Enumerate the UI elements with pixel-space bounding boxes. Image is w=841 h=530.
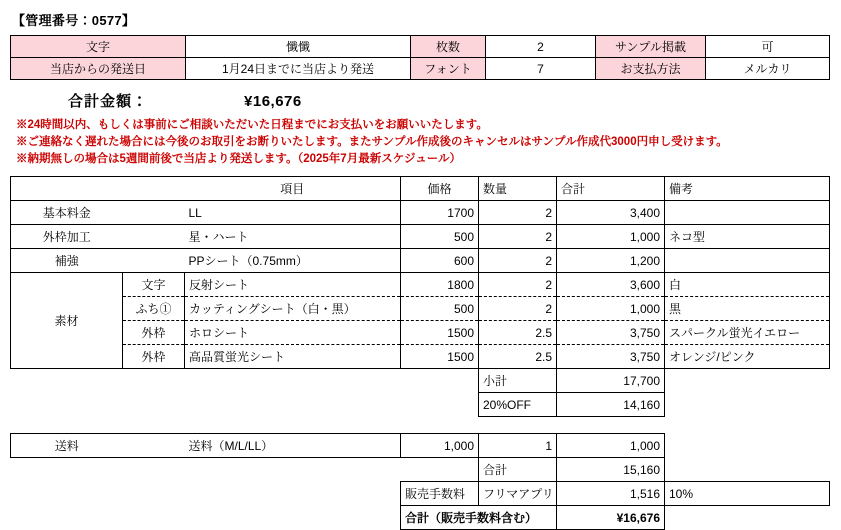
shipping-qty: 1 <box>479 434 557 458</box>
item-sum: 1,000 <box>557 225 665 249</box>
fee-value: 1,516 <box>557 482 665 506</box>
total-amount-value: ¥16,676 <box>244 93 302 110</box>
total-amount-row <box>68 90 831 111</box>
item-category: 外枠加工 <box>11 225 123 249</box>
info-value-payment: メルカリ <box>706 58 830 80</box>
blank-cell <box>665 458 830 482</box>
grand-total-value: ¥16,676 <box>557 506 665 530</box>
blank-cell <box>665 434 830 458</box>
blank-cell <box>185 506 401 530</box>
item-price: 1800 <box>401 273 479 297</box>
item-note <box>665 201 830 225</box>
item-subcategory <box>123 249 185 273</box>
item-note: 白 <box>665 273 830 297</box>
blank-cell <box>123 369 185 393</box>
info-value-sample: 可 <box>706 36 830 58</box>
items-header-blank2 <box>123 177 185 201</box>
table-row <box>11 249 830 273</box>
items-table <box>10 176 830 417</box>
item-name: 反射シート <box>185 273 401 297</box>
blank-cell <box>123 458 185 482</box>
info-value-moji: 懺懺 <box>186 36 411 58</box>
shipping-sum: 1,000 <box>557 434 665 458</box>
table-row <box>11 273 830 297</box>
blank-cell <box>401 393 479 417</box>
item-note <box>665 249 830 273</box>
blank-cell <box>123 434 185 458</box>
item-subcategory: 外枠 <box>123 345 185 369</box>
table-row <box>11 345 830 369</box>
info-label-maisu: 枚数 <box>411 36 486 58</box>
grand-total-label: 合計（販売手数料含む） <box>401 506 557 530</box>
shipping-item: 送料（M/L/LL） <box>185 434 401 458</box>
item-name: LL <box>185 201 401 225</box>
blank-cell <box>401 458 479 482</box>
item-sum: 3,400 <box>557 201 665 225</box>
total-row <box>11 458 830 482</box>
info-label-shipdate: 当店からの発送日 <box>11 58 186 80</box>
document-id: 【管理番号：0577】 <box>12 13 136 28</box>
info-value-shipdate: 1月24日までに当店より発送 <box>186 58 411 80</box>
blank-cell <box>123 506 185 530</box>
item-qty: 2 <box>479 249 557 273</box>
item-note: スパークル蛍光イエロー <box>665 321 830 345</box>
item-sum: 1,200 <box>557 249 665 273</box>
total-amount-label: 合計金額： <box>68 93 149 110</box>
grand-total-row <box>11 506 830 530</box>
order-info-table <box>10 35 830 80</box>
info-value-maisu: 2 <box>486 36 596 58</box>
discount-value: 14,160 <box>557 393 665 417</box>
shipping-totals-table <box>10 433 830 530</box>
item-price: 1500 <box>401 345 479 369</box>
table-row <box>11 321 830 345</box>
fee-item: フリマアプリ <box>479 482 557 506</box>
fee-note: 10% <box>665 482 830 506</box>
total-label-cell: 合計 <box>479 458 557 482</box>
blank-cell <box>11 506 123 530</box>
fee-label: 販売手数料 <box>401 482 479 506</box>
item-subcategory: 外枠 <box>123 321 185 345</box>
item-sum: 3,750 <box>557 345 665 369</box>
note-line-3: ※納期無しの場合は5週間前後で当店より発送します。（2025年7月最新スケジュール） <box>16 153 462 165</box>
info-label-payment: お支払方法 <box>596 58 706 80</box>
blank-cell <box>665 393 830 417</box>
blank-cell <box>185 369 401 393</box>
item-price: 1700 <box>401 201 479 225</box>
item-price: 500 <box>401 297 479 321</box>
blank-cell <box>185 393 401 417</box>
blank-cell <box>11 458 123 482</box>
item-qty: 2.5 <box>479 321 557 345</box>
item-name: 星・ハート <box>185 225 401 249</box>
blank-cell <box>11 482 123 506</box>
items-header-qty: 数量 <box>479 177 557 201</box>
fee-row <box>11 482 830 506</box>
subtotal-row <box>11 369 830 393</box>
item-qty: 2 <box>479 273 557 297</box>
total-value-cell: 15,160 <box>557 458 665 482</box>
info-row-2 <box>11 58 830 80</box>
item-sum: 3,600 <box>557 273 665 297</box>
blank-cell <box>665 506 830 530</box>
items-header-note: 備考 <box>665 177 830 201</box>
blank-cell <box>185 482 401 506</box>
item-sum: 3,750 <box>557 321 665 345</box>
item-price: 600 <box>401 249 479 273</box>
items-header-price: 価格 <box>401 177 479 201</box>
item-note: 黒 <box>665 297 830 321</box>
notes-block <box>16 117 831 168</box>
item-category: 基本料金 <box>11 201 123 225</box>
item-category-material: 素材 <box>11 273 123 369</box>
note-line-1: ※24時間以内、もしくは事前にご相談いただいた日程までにお支払いをお願いいたします。 <box>16 119 488 131</box>
blank-cell <box>401 369 479 393</box>
item-qty: 2 <box>479 225 557 249</box>
item-subcategory <box>123 225 185 249</box>
shipping-row <box>11 434 830 458</box>
subtotal-label: 小計 <box>479 369 557 393</box>
blank-cell <box>11 369 123 393</box>
table-gap <box>10 417 831 431</box>
item-name: 高品質蛍光シート <box>185 345 401 369</box>
item-qty: 2 <box>479 201 557 225</box>
info-label-sample: サンプル掲載 <box>596 36 706 58</box>
item-sum: 1,000 <box>557 297 665 321</box>
discount-label: 20%OFF <box>479 393 557 417</box>
table-row <box>11 297 830 321</box>
blank-cell <box>123 482 185 506</box>
item-subcategory: ふち① <box>123 297 185 321</box>
item-subcategory <box>123 201 185 225</box>
items-header-item: 項目 <box>185 177 401 201</box>
blank-cell <box>185 458 401 482</box>
info-value-font: 7 <box>486 58 596 80</box>
item-price: 1500 <box>401 321 479 345</box>
blank-cell <box>123 393 185 417</box>
item-note: ネコ型 <box>665 225 830 249</box>
item-name: ホロシート <box>185 321 401 345</box>
item-category: 補強 <box>11 249 123 273</box>
table-row <box>11 201 830 225</box>
items-header-sum: 合計 <box>557 177 665 201</box>
discount-row <box>11 393 830 417</box>
item-note: オレンジ/ピンク <box>665 345 830 369</box>
item-subcategory: 文字 <box>123 273 185 297</box>
item-name: PPシート（0.75mm） <box>185 249 401 273</box>
item-price: 500 <box>401 225 479 249</box>
item-name: カッティングシート（白・黒） <box>185 297 401 321</box>
shipping-price: 1,000 <box>401 434 479 458</box>
items-header-blank <box>11 177 123 201</box>
blank-cell <box>665 369 830 393</box>
shipping-category: 送料 <box>11 434 123 458</box>
table-row <box>11 225 830 249</box>
items-header-row <box>11 177 830 201</box>
info-row-1 <box>11 36 830 58</box>
subtotal-value: 17,700 <box>557 369 665 393</box>
info-label-font: フォント <box>411 58 486 80</box>
note-line-2: ※ご連絡なく遅れた場合には今後のお取引をお断りいたします。またサンプル作成後のキャンセルはサンプル作成代3000円申し受けます。 <box>16 136 728 148</box>
item-qty: 2 <box>479 297 557 321</box>
item-qty: 2.5 <box>479 345 557 369</box>
blank-cell <box>11 393 123 417</box>
info-label-moji: 文字 <box>11 36 186 58</box>
